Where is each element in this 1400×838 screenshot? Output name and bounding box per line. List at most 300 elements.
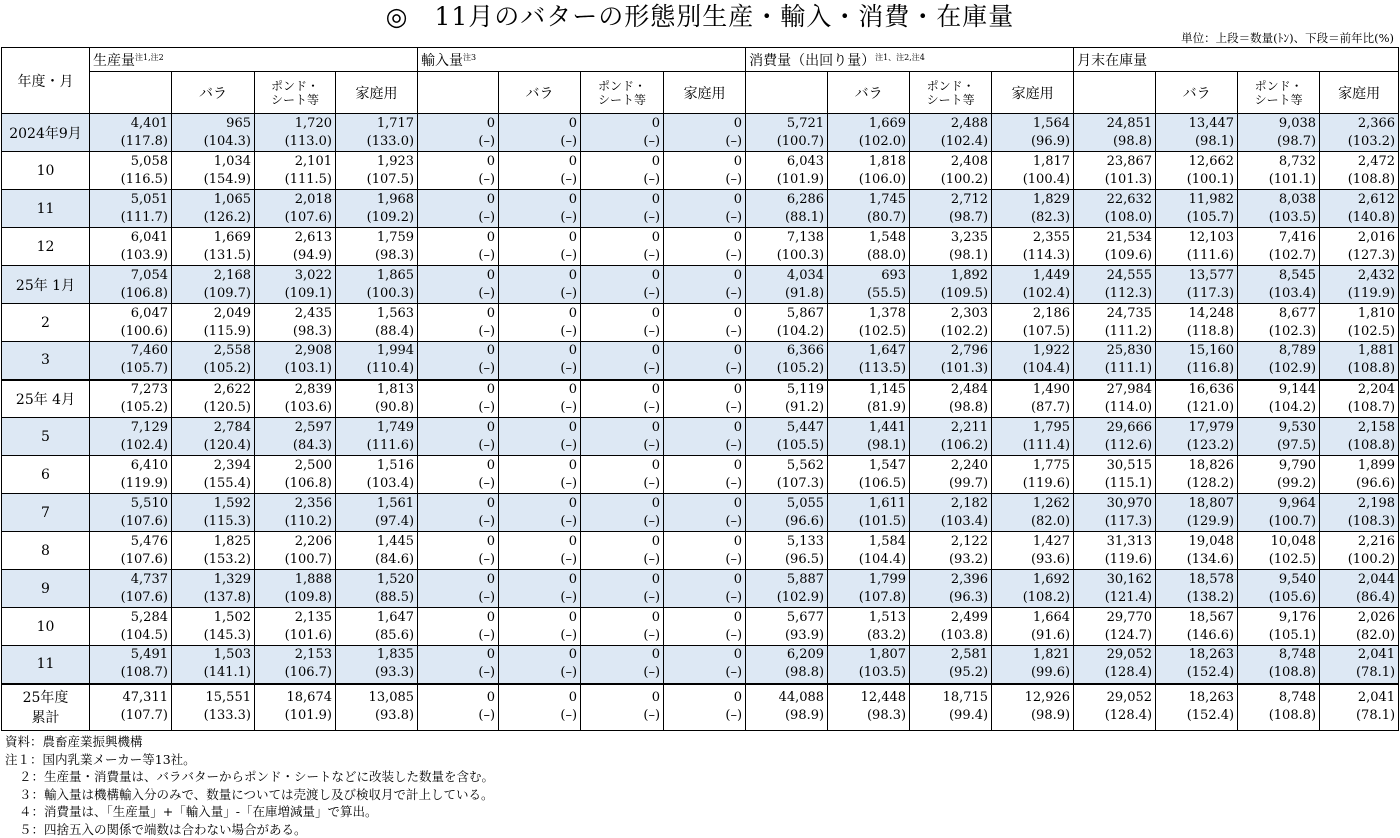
table-cell	[910, 228, 992, 266]
cell-quantity: 2,158	[1357, 419, 1396, 435]
cell-yoy: (100.3)	[366, 285, 415, 301]
table-cell	[1156, 304, 1238, 342]
cell-yoy: (101.9)	[284, 708, 332, 724]
cell-yoy: (137.8)	[203, 589, 251, 605]
cell-yoy: (108.8)	[1347, 437, 1396, 453]
cell-quantity: 13,447	[1188, 115, 1235, 131]
cell-yoy: (93.9)	[784, 627, 825, 643]
table-cell	[581, 456, 664, 494]
table-row	[2, 684, 1399, 731]
cell-yoy: (103.9)	[120, 247, 168, 263]
cell-quantity: 6,410	[130, 457, 168, 473]
cell-yoy: (–)	[560, 133, 578, 149]
table-cell	[581, 342, 664, 380]
cell-yoy: (138.2)	[1186, 589, 1235, 605]
cell-quantity: 1,745	[868, 191, 907, 207]
table-cell	[255, 114, 336, 152]
table-cell	[336, 684, 418, 731]
table-cell	[746, 152, 828, 190]
cell-quantity: 6,209	[786, 647, 825, 663]
table-row	[2, 570, 1399, 608]
cell-quantity: 2,581	[950, 647, 989, 663]
cell-yoy: (115.3)	[203, 513, 251, 529]
cell-quantity: 2,041	[1357, 690, 1396, 706]
cell-quantity: 2,240	[950, 457, 989, 473]
cell-quantity: 1,817	[1032, 153, 1071, 169]
cell-yoy: (123.2)	[1186, 437, 1235, 453]
table-cell	[910, 304, 992, 342]
table-cell	[992, 190, 1074, 228]
cell-yoy: (99.6)	[1030, 665, 1071, 681]
cell-quantity: 2,366	[1357, 115, 1396, 131]
cell-quantity: 0	[651, 647, 661, 663]
cell-yoy: (104.4)	[858, 551, 907, 567]
table-cell	[581, 532, 664, 570]
table-cell	[418, 152, 499, 190]
cell-quantity: 8,789	[1278, 343, 1317, 359]
cell-yoy: (91.2)	[784, 399, 825, 415]
table-row	[2, 114, 1399, 152]
page-title: ◎ 11月のバターの形態別生産・輸入・消費・在庫量	[385, 2, 1015, 31]
row-label: 25年 1月	[2, 266, 90, 304]
row-label: 7	[2, 494, 90, 532]
table-cell	[1238, 646, 1320, 684]
cell-quantity: 2,044	[1357, 571, 1396, 587]
table-cell	[1320, 266, 1399, 304]
cell-yoy: (93.3)	[374, 665, 415, 681]
table-cell	[664, 456, 746, 494]
cell-quantity: 5,867	[786, 305, 825, 321]
table-row	[2, 532, 1399, 570]
cell-quantity: 4,034	[786, 267, 825, 283]
cell-quantity: 0	[568, 571, 578, 587]
table-cell	[255, 646, 336, 684]
table-cell	[1074, 684, 1156, 731]
cell-quantity: 5,133	[786, 533, 825, 549]
table-cell	[992, 228, 1074, 266]
cell-quantity: 2,432	[1357, 267, 1396, 283]
cell-quantity: 1,490	[1032, 381, 1071, 397]
table-cell	[992, 684, 1074, 731]
cell-quantity: 15,160	[1188, 343, 1235, 359]
cell-quantity: 2,206	[294, 533, 332, 549]
subheader-production-pond: ポンド・ シート等	[255, 72, 336, 114]
cell-quantity: 9,038	[1278, 115, 1317, 131]
cell-yoy: (107.8)	[858, 589, 907, 605]
table-cell	[1238, 532, 1320, 570]
cell-quantity: 0	[486, 229, 496, 245]
table-row	[2, 608, 1399, 646]
table-cell	[910, 494, 992, 532]
cell-yoy: (78.1)	[1355, 708, 1396, 724]
cell-quantity: 24,555	[1106, 267, 1153, 283]
note-4: ４：消費量は、「生産量」+「輸入量」-「在庫増減量」で算出。	[19, 804, 378, 819]
cell-yoy: (133.3)	[203, 708, 251, 724]
cell-yoy: (126.2)	[203, 209, 251, 225]
table-cell	[1156, 684, 1238, 731]
cell-quantity: 0	[568, 381, 578, 397]
table-cell	[172, 190, 255, 228]
cell-quantity: 0	[651, 495, 661, 511]
cell-quantity: 1,807	[868, 647, 907, 663]
cell-yoy: (108.2)	[1022, 589, 1071, 605]
cell-yoy: (–)	[478, 437, 496, 453]
cell-quantity: 0	[651, 457, 661, 473]
cell-yoy: (96.6)	[1355, 475, 1396, 491]
cell-yoy: (98.3)	[866, 708, 907, 724]
row-label: 2024年9月	[2, 114, 90, 152]
table-cell	[664, 608, 746, 646]
cell-yoy: (111.7)	[120, 209, 168, 225]
cell-quantity: 2,211	[950, 419, 989, 435]
subheader-import-pond: ポンド・ シート等	[581, 72, 664, 114]
table-cell	[172, 228, 255, 266]
cell-quantity: 2,597	[294, 419, 332, 435]
table-cell	[418, 456, 499, 494]
cell-yoy: (111.6)	[1186, 247, 1235, 263]
cell-yoy: (107.6)	[120, 513, 168, 529]
cell-quantity: 5,284	[130, 609, 168, 625]
cell-yoy: (121.0)	[1186, 399, 1235, 415]
cell-quantity: 1,717	[376, 115, 415, 131]
cell-yoy: (109.7)	[203, 285, 251, 301]
table-cell	[90, 494, 172, 532]
cell-yoy: (–)	[560, 437, 578, 453]
table-cell	[1156, 190, 1238, 228]
cell-yoy: (–)	[643, 399, 661, 415]
subheader-consumption-bara: バラ	[828, 72, 910, 114]
cell-yoy: (–)	[643, 665, 661, 681]
cell-quantity: 8,677	[1278, 305, 1317, 321]
cell-yoy: (–)	[560, 708, 578, 724]
cell-quantity: 3,022	[294, 267, 332, 283]
cell-yoy: (–)	[643, 133, 661, 149]
cell-yoy: (–)	[478, 513, 496, 529]
table-cell	[1320, 190, 1399, 228]
cell-yoy: (–)	[478, 399, 496, 415]
cell-yoy: (141.1)	[203, 665, 251, 681]
cell-quantity: 0	[733, 533, 743, 549]
cell-quantity: 0	[568, 419, 578, 435]
cell-quantity: 0	[733, 647, 743, 663]
table-cell	[90, 532, 172, 570]
cell-yoy: (95.2)	[948, 665, 989, 681]
cell-quantity: 0	[651, 115, 661, 131]
cell-quantity: 29,770	[1106, 609, 1153, 625]
table-cell	[172, 532, 255, 570]
cell-quantity: 0	[568, 609, 578, 625]
table-cell	[255, 608, 336, 646]
cell-yoy: (–)	[725, 708, 743, 724]
table-cell	[90, 418, 172, 456]
cell-quantity: 2,186	[1032, 305, 1071, 321]
cell-yoy: (120.4)	[203, 437, 251, 453]
table-cell	[499, 456, 581, 494]
cell-quantity: 0	[568, 343, 578, 359]
table-cell	[910, 152, 992, 190]
cell-yoy: (100.6)	[120, 323, 168, 339]
cell-yoy: (–)	[725, 399, 743, 415]
cell-yoy: (98.8)	[784, 665, 825, 681]
cell-quantity: 1,759	[376, 229, 415, 245]
cell-yoy: (100.7)	[1268, 513, 1317, 529]
cell-quantity: 0	[651, 305, 661, 321]
cell-quantity: 6,047	[130, 305, 168, 321]
table-cell	[90, 228, 172, 266]
table-cell	[255, 456, 336, 494]
cell-quantity: 0	[651, 229, 661, 245]
cell-quantity: 1,502	[213, 609, 251, 625]
table-cell	[1238, 570, 1320, 608]
table-cell	[1320, 380, 1399, 418]
table-cell	[746, 380, 828, 418]
cell-yoy: (112.6)	[1104, 437, 1153, 453]
table-cell	[172, 608, 255, 646]
cell-quantity: 0	[733, 191, 743, 207]
cell-yoy: (101.3)	[1104, 171, 1153, 187]
cell-quantity: 5,887	[786, 571, 825, 587]
cell-quantity: 24,851	[1106, 115, 1153, 131]
cell-yoy: (153.2)	[203, 551, 251, 567]
cell-quantity: 0	[733, 153, 743, 169]
table-cell	[1156, 342, 1238, 380]
subheader-consumption-home: 家庭用	[992, 72, 1074, 114]
cell-quantity: 0	[733, 495, 743, 511]
cell-yoy: (114.3)	[1022, 247, 1071, 263]
table-cell	[828, 190, 910, 228]
cell-yoy: (105.2)	[120, 399, 168, 415]
cell-yoy: (100.2)	[1347, 551, 1396, 567]
cell-quantity: 0	[568, 153, 578, 169]
table-cell	[664, 152, 746, 190]
cell-quantity: 2,613	[294, 229, 332, 245]
table-cell	[992, 456, 1074, 494]
cell-quantity: 5,447	[786, 419, 825, 435]
table-cell	[828, 684, 910, 731]
table-cell	[581, 684, 664, 731]
cell-yoy: (–)	[478, 361, 496, 377]
table-cell	[746, 532, 828, 570]
table-cell	[1074, 646, 1156, 684]
subheader-production-home: 家庭用	[336, 72, 418, 114]
table-cell	[1320, 152, 1399, 190]
cell-yoy: (–)	[560, 475, 578, 491]
table-cell	[828, 342, 910, 380]
table-cell	[255, 304, 336, 342]
cell-yoy: (108.8)	[1268, 708, 1317, 724]
table-cell	[910, 418, 992, 456]
table-cell	[746, 228, 828, 266]
cell-yoy: (111.1)	[1104, 361, 1153, 377]
cell-yoy: (102.9)	[776, 589, 825, 605]
cell-yoy: (90.8)	[374, 399, 415, 415]
cell-yoy: (105.6)	[1268, 589, 1317, 605]
cell-yoy: (116.5)	[120, 171, 168, 187]
cell-quantity: 5,055	[786, 495, 825, 511]
table-cell	[499, 418, 581, 456]
table-cell	[1320, 342, 1399, 380]
cell-quantity: 15,551	[205, 690, 251, 706]
cell-yoy: (98.1)	[866, 437, 907, 453]
table-cell	[499, 684, 581, 731]
cell-quantity: 1,427	[1032, 533, 1071, 549]
table-cell	[746, 456, 828, 494]
table-cell	[255, 380, 336, 418]
table-cell	[172, 266, 255, 304]
cell-quantity: 2,216	[1357, 533, 1396, 549]
cell-yoy: (113.0)	[284, 133, 332, 149]
cell-yoy: (101.3)	[940, 361, 989, 377]
table-cell	[581, 646, 664, 684]
cell-yoy: (101.6)	[284, 627, 332, 643]
table-cell	[172, 114, 255, 152]
cell-yoy: (84.3)	[292, 437, 332, 453]
cell-yoy: (96.5)	[784, 551, 825, 567]
cell-yoy: (–)	[643, 475, 661, 491]
table-cell	[336, 114, 418, 152]
table-cell	[581, 418, 664, 456]
table-cell	[1238, 152, 1320, 190]
cell-yoy: (109.1)	[284, 285, 332, 301]
cell-quantity: 2,303	[950, 305, 989, 321]
cell-quantity: 1,888	[294, 571, 332, 587]
cell-quantity: 0	[486, 647, 496, 663]
cell-quantity: 2,612	[1357, 191, 1396, 207]
table-cell	[1320, 532, 1399, 570]
cell-yoy: (112.3)	[1104, 285, 1153, 301]
table-cell	[1238, 266, 1320, 304]
cell-quantity: 1,449	[1032, 267, 1071, 283]
cell-quantity: 0	[651, 533, 661, 549]
cell-quantity: 6,286	[786, 191, 825, 207]
cell-yoy: (105.2)	[776, 361, 825, 377]
cell-quantity: 7,054	[130, 267, 168, 283]
cell-quantity: 1,810	[1357, 305, 1396, 321]
cell-yoy: (–)	[725, 323, 743, 339]
cell-quantity: 1,592	[213, 495, 251, 511]
cell-quantity: 2,122	[950, 533, 989, 549]
cell-quantity: 1,548	[868, 229, 907, 245]
table-cell	[828, 152, 910, 190]
cell-yoy: (108.7)	[120, 665, 168, 681]
table-cell	[664, 342, 746, 380]
cell-yoy: (–)	[643, 361, 661, 377]
cell-quantity: 0	[733, 609, 743, 625]
table-cell	[581, 228, 664, 266]
cell-yoy: (104.4)	[1022, 361, 1071, 377]
table-cell	[746, 418, 828, 456]
table-cell	[1320, 456, 1399, 494]
table-cell	[499, 646, 581, 684]
cell-yoy: (108.3)	[1347, 513, 1396, 529]
cell-quantity: 12,926	[1024, 690, 1071, 706]
table-cell	[1238, 190, 1320, 228]
table-cell	[910, 190, 992, 228]
row-label: 5	[2, 418, 90, 456]
cell-quantity: 1,520	[376, 571, 415, 587]
table-cell	[828, 646, 910, 684]
cell-quantity: 2,153	[294, 647, 332, 663]
cell-yoy: (93.2)	[948, 551, 989, 567]
cell-quantity: 1,835	[376, 647, 415, 663]
year-month-header: 年度・月	[2, 48, 90, 114]
cell-quantity: 1,647	[868, 343, 907, 359]
cell-quantity: 18,807	[1188, 495, 1235, 511]
cell-quantity: 1,799	[868, 571, 907, 587]
table-row	[2, 380, 1399, 418]
cell-quantity: 25,830	[1106, 343, 1153, 359]
table-cell	[992, 304, 1074, 342]
table-cell	[418, 418, 499, 456]
cell-yoy: (–)	[478, 627, 496, 643]
cell-quantity: 0	[568, 533, 578, 549]
cell-quantity: 12,448	[860, 690, 907, 706]
table-cell	[90, 608, 172, 646]
table-cell	[581, 190, 664, 228]
cell-yoy: (119.6)	[1022, 475, 1071, 491]
table-cell	[910, 646, 992, 684]
table-cell	[746, 190, 828, 228]
cell-yoy: (–)	[478, 209, 496, 225]
cell-yoy: (98.3)	[292, 323, 332, 339]
table-cell	[255, 570, 336, 608]
cell-yoy: (102.5)	[858, 323, 907, 339]
cell-quantity: 18,715	[942, 690, 989, 706]
cell-yoy: (111.5)	[284, 171, 332, 187]
cell-yoy: (103.4)	[366, 475, 415, 491]
cell-quantity: 1,564	[1032, 115, 1071, 131]
cell-quantity: 1,145	[868, 381, 907, 397]
table-cell	[499, 152, 581, 190]
cell-quantity: 0	[733, 115, 743, 131]
cell-yoy: (87.7)	[1030, 399, 1071, 415]
cell-yoy: (134.6)	[1186, 551, 1235, 567]
cell-yoy: (–)	[560, 323, 578, 339]
cell-quantity: 2,049	[213, 305, 251, 321]
cell-yoy: (–)	[725, 133, 743, 149]
table-cell	[1156, 152, 1238, 190]
table-cell	[992, 380, 1074, 418]
table-cell	[418, 684, 499, 731]
table-cell	[910, 456, 992, 494]
cell-yoy: (78.1)	[1355, 665, 1396, 681]
cell-yoy: (–)	[725, 247, 743, 263]
cell-quantity: 1,611	[868, 495, 907, 511]
cell-yoy: (99.2)	[1276, 475, 1317, 491]
table-row	[2, 228, 1399, 266]
cell-yoy: (101.5)	[858, 513, 907, 529]
subheader-consumption-total	[746, 72, 828, 114]
cell-yoy: (102.0)	[858, 133, 907, 149]
table-cell	[1238, 494, 1320, 532]
cell-yoy: (103.5)	[1268, 209, 1317, 225]
cell-quantity: 2,784	[213, 419, 251, 435]
table-cell	[1320, 608, 1399, 646]
cell-quantity: 2,839	[294, 381, 332, 397]
table-cell	[664, 570, 746, 608]
row-label: 9	[2, 570, 90, 608]
cell-quantity: 0	[486, 115, 496, 131]
table-cell	[1074, 228, 1156, 266]
table-cell	[828, 114, 910, 152]
cell-quantity: 0	[651, 153, 661, 169]
table-row	[2, 304, 1399, 342]
cell-yoy: (106.8)	[120, 285, 168, 301]
cell-yoy: (109.8)	[284, 589, 332, 605]
table-cell	[1074, 418, 1156, 456]
cell-quantity: 0	[568, 305, 578, 321]
cell-quantity: 2,041	[1357, 647, 1396, 663]
